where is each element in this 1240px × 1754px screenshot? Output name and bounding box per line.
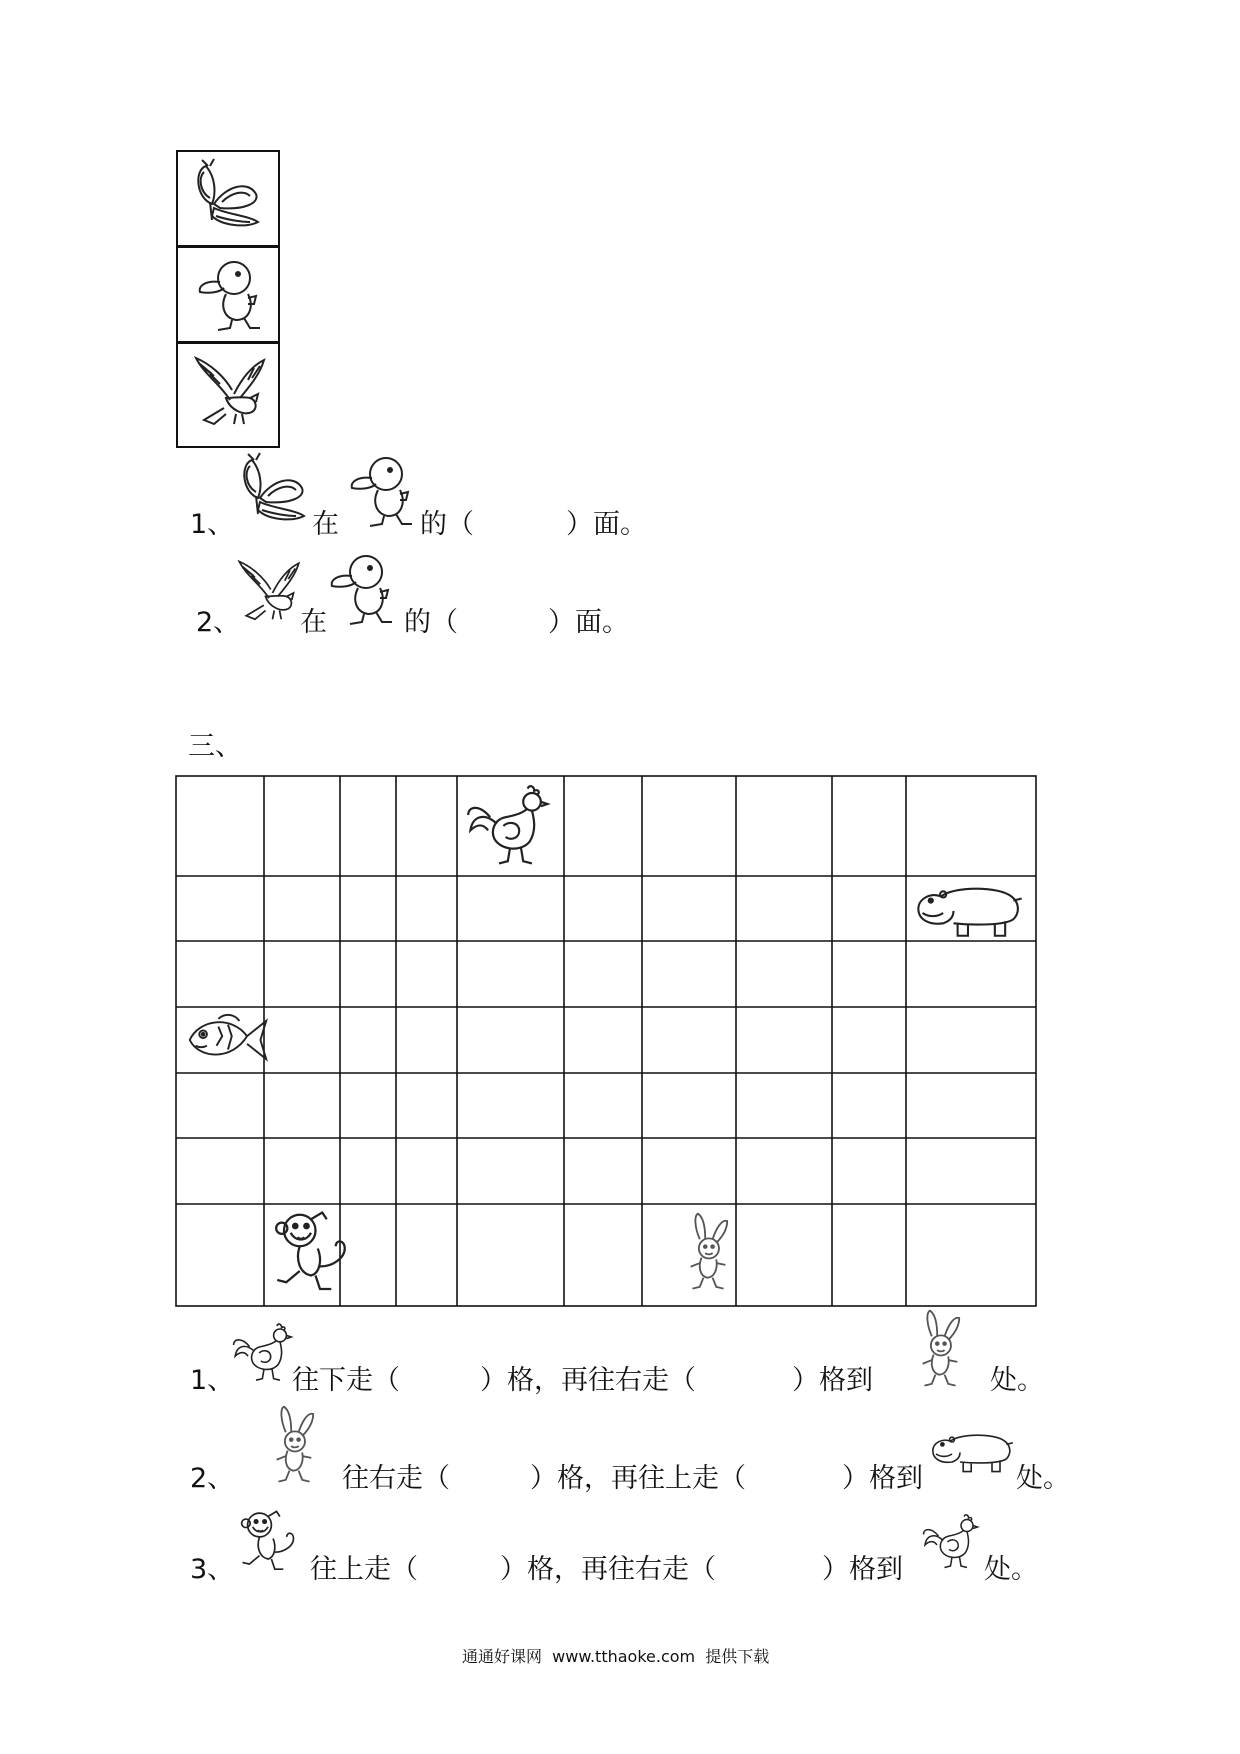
direction-text-1: 往上走（ [310,1554,418,1585]
stack-box-middle [176,246,280,343]
question-number: 1、 [190,1365,235,1396]
rabbit-icon [908,1308,972,1392]
hippo-icon [918,889,1021,936]
direction-text-3: ）格到 [792,1365,873,1396]
direction-text-2: ）格，再往上走（ [530,1463,746,1494]
butterfly-icon [186,158,266,238]
question-number: 2、 [196,607,241,638]
duck-icon [324,550,404,630]
direction-text-1: 往下走（ [292,1365,400,1396]
rooster-icon [232,1318,296,1388]
direction-text-4: 处。 [1016,1463,1070,1494]
duck-icon [192,256,272,336]
word-mian: ）面。 [548,607,629,638]
butterfly-icon [232,452,312,532]
hippo-icon [928,1430,1016,1478]
direction-text-3: ）格到 [822,1554,903,1585]
rabbit-icon [691,1214,728,1289]
eagle-icon [190,354,270,434]
footer-text: 通通好课网 www.tthaoke.com 提供下载 [462,1647,770,1666]
direction-text-2: ）格，再往右走（ [500,1554,716,1585]
word-mian: ）面。 [566,509,647,540]
stack-box-bottom [176,342,280,448]
rooster-icon [922,1510,982,1574]
monkey-icon [234,1508,302,1576]
direction-text-3: ）格到 [842,1463,923,1494]
fish-icon [190,1015,266,1059]
rooster-icon [468,786,547,863]
word-de: 的（ [404,607,458,638]
question-number: 2、 [190,1463,235,1494]
question-number: 1、 [190,509,235,540]
question-number: 3、 [190,1554,235,1585]
direction-text-1: 往右走（ [342,1463,450,1494]
rabbit-icon [262,1404,326,1488]
word-zai: 在 [300,607,327,638]
eagle-icon [234,556,304,630]
direction-text-4: 处。 [984,1554,1038,1585]
direction-text-2: ）格，再往右走（ [480,1365,696,1396]
position-grid [176,776,1036,1306]
word-de: 的（ [420,509,474,540]
word-zai: 在 [312,509,339,540]
direction-text-4: 处。 [990,1365,1044,1396]
stack-box-top [176,150,280,247]
section3-heading: 三、 [188,731,242,762]
duck-icon [344,452,424,532]
monkey-icon [276,1213,345,1290]
